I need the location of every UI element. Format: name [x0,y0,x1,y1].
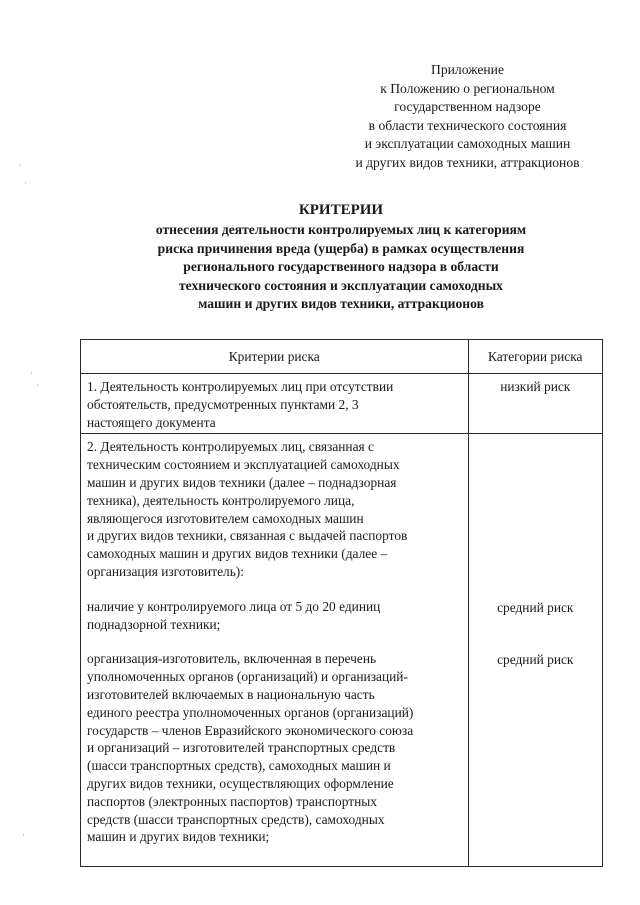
table-row [81,434,603,867]
criteria-line: организация изготовитель): [87,563,244,579]
subtitle-line: отнесения деятельности контролируемых лиц к категориям [155,222,527,237]
subtitle-line: машин и других видов техники, аттракционов [198,296,484,311]
criteria-line: организация-изготовитель, включенная в перечень [87,651,377,667]
risk-category: средний риск [497,652,574,668]
criteria-line: техника), деятельность контролируемого лица, [87,492,355,508]
appendix-line: государственном надзоре [394,99,541,115]
scan-speck: · [36,380,39,390]
appendix-line: и других видов техники, аттракционов [355,154,580,170]
subtitle-line: технического состояния и эксплуатации самоходных [179,277,503,293]
criteria-line: техническим состоянием и эксплуатацией самоходных [87,457,400,473]
document-heading [80,200,602,314]
scan-speck: · [18,160,21,170]
document-subtitle [80,221,602,314]
criteria-line: являющегося изготовителем самоходных машин [87,510,364,526]
criteria-line: машин и других видов техники; [87,829,270,845]
criteria-line: единого реестра уполномоченных органов (организаций) [87,704,414,720]
criteria-line: и других видов техники, связанная с выдачей паспортов [87,528,408,544]
scan-speck: · [30,368,33,378]
criteria-line: обстоятельств, предусмотренных пунктами 2, 3 [87,396,359,412]
document-title: КРИТЕРИИ [298,202,384,218]
appendix-block [330,61,605,173]
subtitle-line: риска причинения вреда (ущерба) в рамках осуществления [157,240,525,256]
scan-speck: · [24,178,27,188]
criteria-line: настоящего документа [87,414,216,430]
header-criteria: Критерии риска [81,340,469,374]
appendix-line: в области технического состояния [368,117,567,133]
criteria-line: машин и других видов техники (далее – поднадзорная [87,474,397,490]
table-header-row [81,340,603,374]
category-cell [468,434,603,867]
criteria-cell [81,434,469,867]
criteria-line: поднадзорной техники; [87,616,221,632]
criteria-cell [81,374,469,434]
criteria-line: 1. Деятельность контролируемых лиц при отсутствии [87,379,394,394]
risk-category: средний риск [497,600,574,616]
criteria-line: наличие у контролируемого лица от 5 до 20 единиц [87,598,381,614]
criteria-line: паспортов (электронных паспортов) транспортных [87,793,377,809]
criteria-line: средств (шасси транспортных средств), самоходных [87,811,385,827]
appendix-line: и эксплуатации самоходных машин [364,136,571,152]
criteria-line: уполномоченных органов (организаций) и организаций- [87,669,408,685]
criteria-table [80,339,603,867]
appendix-line: Приложение [431,62,504,77]
subtitle-line: регионального государственного надзора в области [183,259,499,274]
risk-category: низкий риск [500,379,571,394]
criteria-line: (шасси транспортных средств), самоходных машин и [87,758,391,774]
category-cell [468,374,603,434]
criteria-line: других видов техники, осуществляющих оформление [87,775,394,791]
criteria-line: и организаций – изготовителей транспортных средств [87,740,396,756]
criteria-line: государств – членов Евразийского экономического союза [87,722,414,738]
criteria-line: изготовителей включаемых в национальную часть [87,686,375,702]
criteria-line: самоходных машин и других видов техники (далее – [87,546,388,562]
criteria-line: 2. Деятельность контролируемых лиц, связанная с [87,439,374,455]
header-category: Категории риска [468,340,603,374]
scan-speck: · [22,830,25,840]
appendix-line: к Положению о региональном [380,80,555,96]
table-row [81,374,603,434]
